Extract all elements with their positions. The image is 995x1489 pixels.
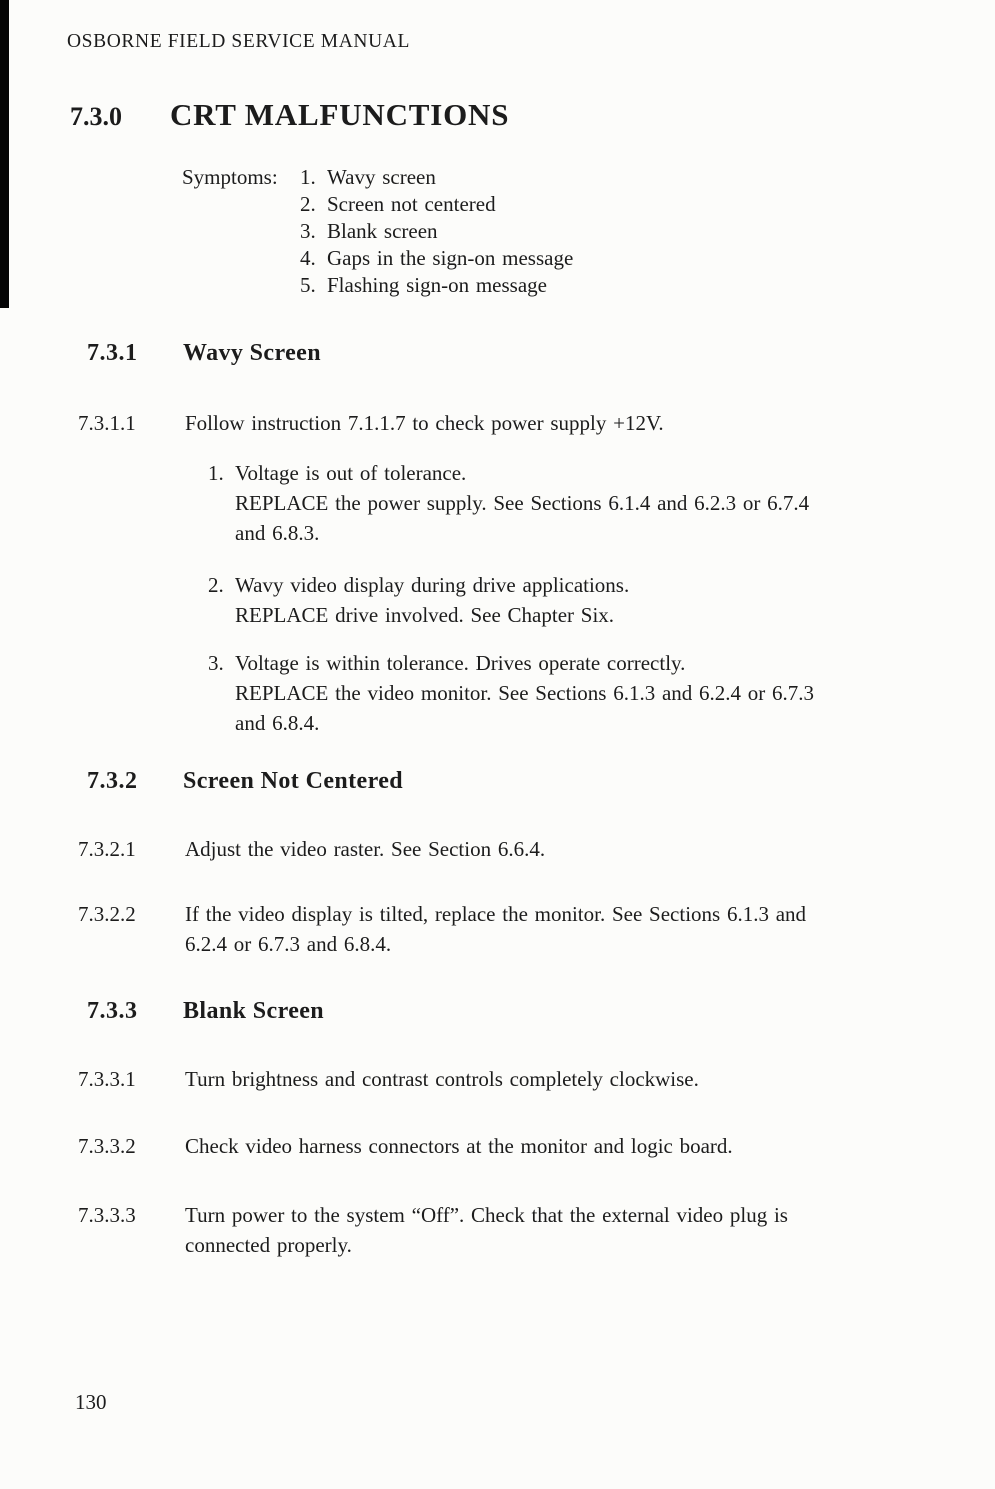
symptom-item [300,245,573,272]
step-7322 [0,899,995,959]
section-heading-screen-not-centered [0,766,995,796]
step-7311 [0,408,995,438]
step-text [185,834,545,864]
step-text [185,899,806,959]
substep-text-line: Voltage is within tolerance. Drives operate correctly. [235,651,686,675]
step-text [185,1064,699,1094]
section-title: Blank Screen [183,998,325,1024]
substep-text-line: and 6.8.3. [235,521,320,545]
symptom-text: Gaps in the sign-on message [327,246,574,270]
substep-text-line: REPLACE the video monitor. See Sections 6.1.3 and 6.2.4 or 6.7.3 [235,681,815,705]
section-number: 7.3.2 [87,768,138,794]
symptom-text: Wavy screen [327,165,436,189]
symptom-number: 5. [300,273,316,297]
section-heading-blank-screen [0,996,995,1026]
substep-number: 2. [208,573,224,597]
section-title: Screen Not Centered [183,768,403,794]
symptom-text: Screen not centered [327,192,496,216]
step-text-line: If the video display is tilted, replace the monitor. See Sections 6.1.3 and [185,902,807,926]
symptom-text: Flashing sign-on message [327,273,547,297]
step-text-line: 6.2.4 or 6.7.3 and 6.8.4. [185,932,392,956]
step-text-line: Turn power to the system “Off”. Check that the external video plug is [185,1203,788,1227]
step-7333 [0,1200,995,1260]
substep-3 [0,648,995,738]
step-text-line: connected properly. [185,1233,352,1257]
section-title: Wavy Screen [183,340,321,366]
step-number: 7.3.3.3 [78,1203,136,1227]
step-number: 7.3.1.1 [78,411,136,435]
step-7321 [0,834,995,864]
substep-text-line: and 6.8.4. [235,711,320,735]
section-heading-wavy-screen [0,338,995,368]
symptoms-block [0,164,573,299]
substep-1 [0,458,995,548]
symptom-item [300,272,573,299]
substep-text [235,458,809,548]
symptom-item [300,218,573,245]
section-number: 7.3.1 [87,340,138,366]
step-text [185,1200,788,1260]
step-number: 7.3.3.2 [78,1134,136,1158]
substep-2 [0,570,995,630]
symptoms-list [300,164,573,299]
step-text-line: Turn brightness and contrast controls completely clockwise. [185,1067,699,1091]
symptom-item [300,191,573,218]
step-number: 7.3.2.2 [78,902,136,926]
main-section-heading [70,97,509,133]
step-number: 7.3.3.1 [78,1067,136,1091]
substep-text-line: REPLACE the power supply. See Sections 6.1.4 and 6.2.3 or 6.7.4 [235,491,810,515]
symptom-number: 2. [300,192,316,216]
symptom-text: Blank screen [327,219,438,243]
section-number: 7.3.3 [87,998,138,1024]
substep-text-line: Voltage is out of tolerance. [235,461,467,485]
step-7331 [0,1064,995,1094]
step-7332 [0,1131,995,1161]
substep-number: 1. [208,461,224,485]
substep-text-line: Wavy video display during drive applications. [235,573,630,597]
symptom-number: 1. [300,165,316,189]
step-text-line: Adjust the video raster. See Section 6.6.4. [185,837,546,861]
main-section-number: 7.3.0 [70,102,122,131]
substep-text [235,648,814,738]
main-section-title: CRT MALFUNCTIONS [170,97,510,132]
substep-text [235,570,629,630]
step-number: 7.3.2.1 [78,837,136,861]
document-header: OSBORNE FIELD SERVICE MANUAL [67,31,410,52]
page-number: 130 [75,1390,107,1414]
step-text-line: Check video harness connectors at the monitor and logic board. [185,1134,733,1158]
step-text [185,1131,733,1161]
symptom-item [300,164,573,191]
symptoms-label: Symptoms: [182,165,278,189]
symptom-number: 4. [300,246,316,270]
step-text-line: Follow instruction 7.1.1.7 to check power supply +12V. [185,411,664,435]
symptom-number: 3. [300,219,316,243]
substep-text-line: REPLACE drive involved. See Chapter Six. [235,603,615,627]
step-text [185,408,664,438]
substep-number: 3. [208,651,224,675]
